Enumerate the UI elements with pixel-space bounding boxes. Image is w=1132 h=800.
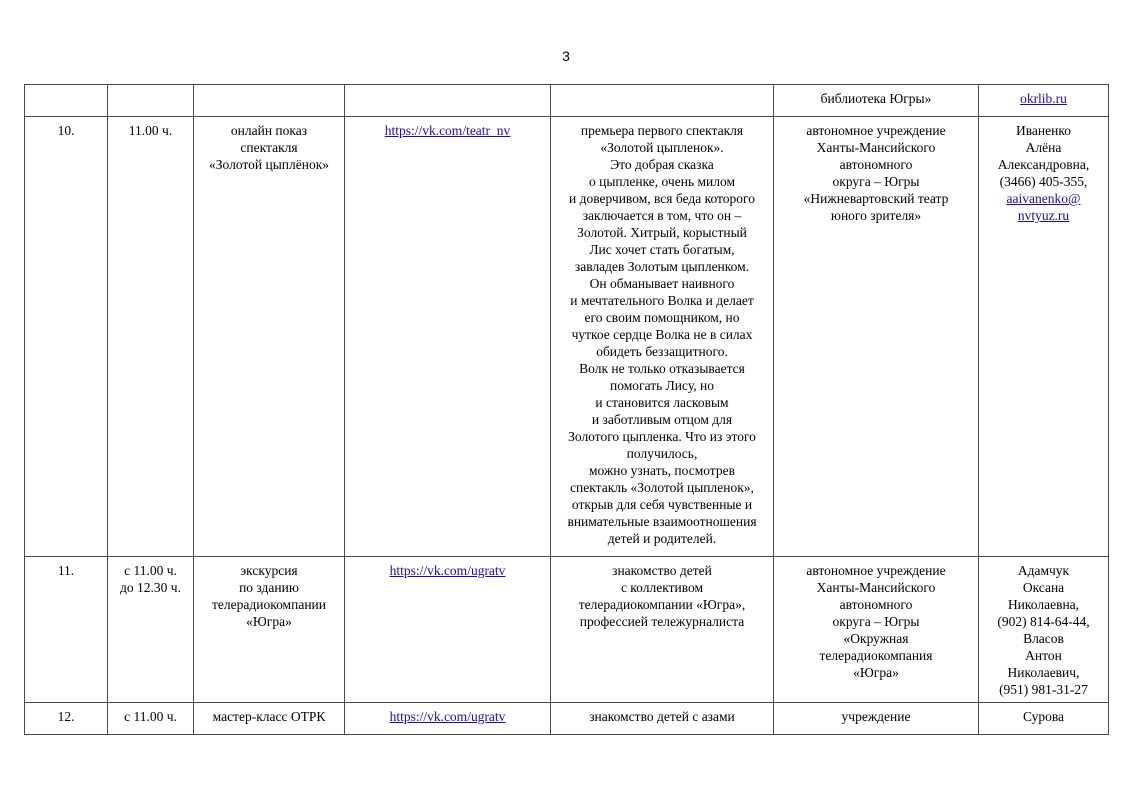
cell-description — [551, 117, 774, 557]
event-description: знакомство детей с азами — [589, 709, 735, 724]
contact-person: Адамчук Оксана Николаевна, (902) 814-64-44, Власов Антон Николаевич, (951) 981-31-27 — [997, 563, 1090, 697]
contact-person: Иваненко Алёна Александровна, (3466) 405-355, — [997, 123, 1090, 189]
cell-contact — [979, 117, 1109, 557]
cell-time — [108, 703, 194, 735]
cell-time — [108, 85, 194, 117]
table-row — [25, 557, 1109, 703]
cell-event — [194, 85, 345, 117]
cell-number — [25, 557, 108, 703]
cell-link — [345, 85, 551, 117]
event-link[interactable]: https://vk.com/ugratv — [389, 709, 506, 724]
cell-link — [345, 557, 551, 703]
table-row — [25, 117, 1109, 557]
cell-number — [25, 703, 108, 735]
cell-organizer — [774, 85, 979, 117]
event-description: знакомство детей с коллективом телерадиокомпании «Югра», профессией тележурналиста — [578, 563, 746, 629]
cell-number — [25, 117, 108, 557]
organizer-text: автономное учреждение Ханты-Мансийского автономного округа – Югры «Окружная телерадиокомпания «Югра» — [806, 563, 946, 680]
cell-organizer — [774, 703, 979, 735]
cell-link — [345, 703, 551, 735]
row-number: 12. — [57, 709, 75, 724]
event-time: 11.00 ч. — [128, 123, 173, 138]
contact-person: Сурова — [1022, 709, 1065, 724]
event-title: мастер-класс ОТРК — [212, 709, 326, 724]
table-row — [25, 85, 1109, 117]
cell-time — [108, 557, 194, 703]
contact-email-link-domain[interactable]: nvtyuz.ru — [1017, 208, 1070, 223]
cell-event — [194, 703, 345, 735]
schedule-table — [24, 84, 1109, 735]
cell-event — [194, 557, 345, 703]
organizer-text: учреждение — [841, 709, 911, 724]
cell-contact — [979, 557, 1109, 703]
event-time: с 11.00 ч. — [124, 709, 177, 724]
event-link[interactable]: https://vk.com/ugratv — [389, 563, 506, 578]
event-title: экскурсия по зданию телерадиокомпании «Югра» — [211, 563, 326, 629]
organizer-text: автономное учреждение Ханты-Мансийского автономного округа – Югры «Нижневартовский театр юного зрителя» — [803, 123, 949, 223]
event-title: онлайн показ спектакля «Золотой цыплёнок» — [209, 123, 329, 172]
event-time: с 11.00 ч. до 12.30 ч. — [120, 563, 181, 595]
table-row — [25, 703, 1109, 735]
cell-description — [551, 703, 774, 735]
event-description: премьера первого спектакля «Золотой цыпленок». Это добрая сказка о цыпленке, очень милом и доверчивом, вся беда которого заключается в том, что он – Золотой. Хитрый, корыстный Лис хочет стать богатым, завладев Золотым цыпленком. Он обманывает наивного и мечтательного Волка и делает его своим помощником, но чуткое сердце Волка не в силах обидеть беззащитного. Волк не только отказывается помогать Лису, но и становится ласковым и заботливым отцом для Золотого цыпленка. Что из этого получилось, можно узнать, посмотрев спектакль «Золотой цыпленок», открыв для себя чувственные и внимательные взаимоотношения детей и родителей. — [567, 123, 757, 546]
cell-description — [551, 85, 774, 117]
cell-number — [25, 85, 108, 117]
cell-time — [108, 117, 194, 557]
cell-contact — [979, 85, 1109, 117]
organizer-website-link[interactable]: okrlib.ru — [1020, 91, 1067, 106]
cell-description — [551, 557, 774, 703]
cell-contact — [979, 703, 1109, 735]
contact-email-link[interactable]: aaivanenko@ — [1006, 191, 1081, 206]
event-link[interactable]: https://vk.com/teatr_nv — [384, 123, 511, 138]
cell-organizer — [774, 557, 979, 703]
cell-organizer — [774, 117, 979, 557]
cell-link — [345, 117, 551, 557]
page-number: 3 — [562, 48, 570, 64]
cell-event — [194, 117, 345, 557]
row-number: 10. — [57, 123, 75, 138]
row-number: 11. — [57, 563, 75, 578]
organizer-text: библиотека Югры» — [820, 91, 932, 106]
